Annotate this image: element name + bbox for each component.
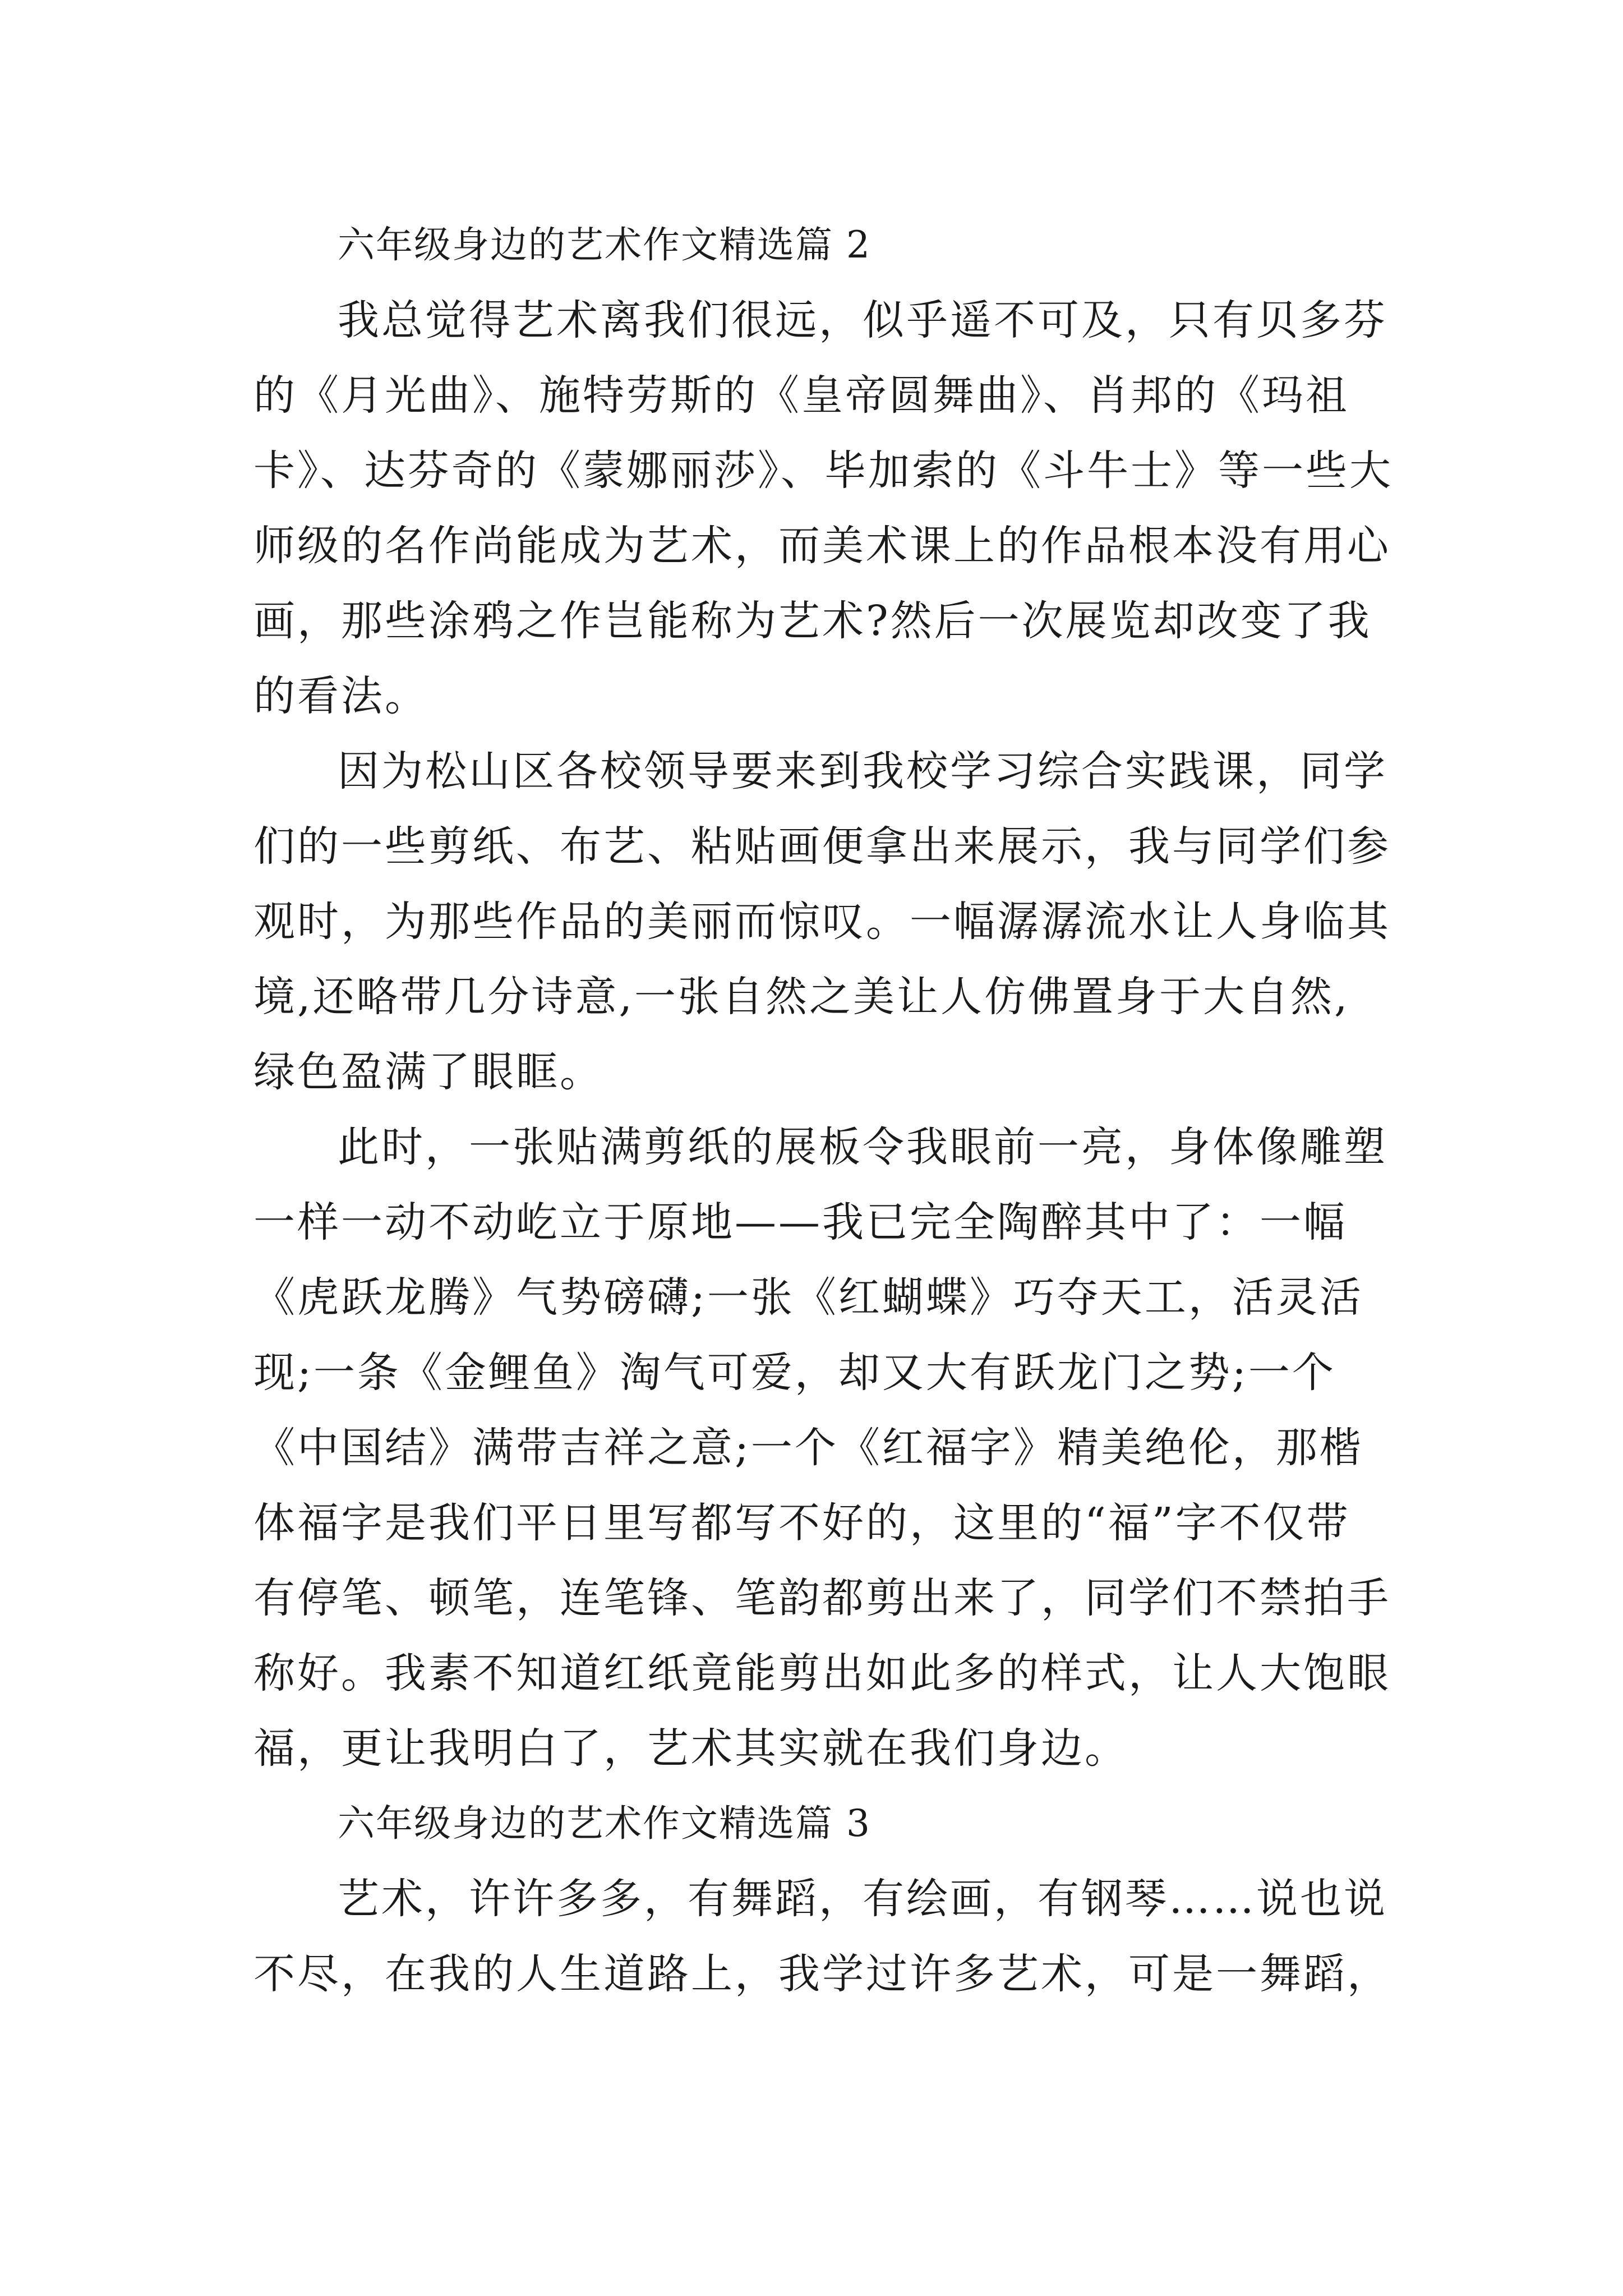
paragraph-line: 们的一些剪纸、布艺、粘贴画便拿出来展示，我与同学们参 <box>253 822 1391 871</box>
paragraph-line: 境,还略带几分诗意,一张自然之美让人仿佛置身于大自然, <box>253 973 1350 1021</box>
section-heading: 六年级身边的艺术作文精选篇 2 <box>338 223 871 266</box>
paragraph-line: 的《月光曲》、施特劳斯的《皇帝圆舞曲》、肖邦的《玛祖 <box>253 371 1349 420</box>
paragraph-line: 因为松山区各校领导要来到我校学习综合实践课，同学 <box>338 747 1387 795</box>
section-heading: 六年级身边的艺术作文精选篇 3 <box>338 1802 871 1845</box>
paragraph-line: 师级的名作尚能成为艺术，而美术课上的作品根本没有用心 <box>253 522 1391 570</box>
document-body <box>253 208 1392 2012</box>
paragraph-line: 现;一条《金鲤鱼》淘气可爱，却又大有跃龙门之势;一个 <box>253 1349 1336 1397</box>
paragraph-line: 称好。我素不知道红纸竟能剪出如此多的样式，让人大饱眼 <box>253 1649 1391 1697</box>
paragraph-line: 《中国结》满带吉祥之意;一个《红福字》精美绝伦，那楷 <box>253 1424 1363 1472</box>
paragraph-line: 福，更让我明白了，艺术其实就在我们身边。 <box>253 1724 1128 1773</box>
paragraph-line: 观时，为那些作品的美丽而惊叹。一幅潺潺流水让人身临其 <box>253 898 1391 946</box>
paragraph-line: 画，那些涂鸦之作岂能称为艺术?然后一次展览却改变了我 <box>253 597 1372 645</box>
paragraph-line: 体福字是我们平日里写都写不好的，这里的“福”字不仅带 <box>253 1499 1350 1547</box>
paragraph <box>253 283 1392 734</box>
paragraph <box>253 1861 1392 2012</box>
paragraph-line: 此时，一张贴满剪纸的展板令我眼前一亮，身体像雕塑 <box>338 1123 1387 1171</box>
paragraph-line: 不尽，在我的人生道路上，我学过许多艺术，可是一舞蹈， <box>253 1950 1391 1998</box>
paragraph <box>253 734 1392 1110</box>
paragraph-line: 卡》、达芬奇的《蒙娜丽莎》、毕加索的《斗牛士》等一些大 <box>253 447 1393 495</box>
paragraph-line: 的看法。 <box>253 672 428 720</box>
paragraph-line: 艺术，许许多多，有舞蹈，有绘画，有钢琴……说也说 <box>338 1875 1387 1923</box>
paragraph-line: 一样一动不动屹立于原地——我已完全陶醉其中了：一幅 <box>253 1198 1347 1246</box>
paragraph-line: 我总觉得艺术离我们很远，似乎遥不可及，只有贝多芬 <box>338 296 1387 344</box>
paragraph-line: 绿色盈满了眼眶。 <box>253 1048 603 1096</box>
paragraph-line: 《虎跃龙腾》气势磅礴;一张《红蝴蝶》巧夺天工，活灵活 <box>253 1273 1363 1322</box>
paragraph-line: 有停笔、顿笔，连笔锋、笔韵都剪出来了，同学们不禁拍手 <box>253 1574 1391 1622</box>
paragraph <box>253 1110 1392 1786</box>
